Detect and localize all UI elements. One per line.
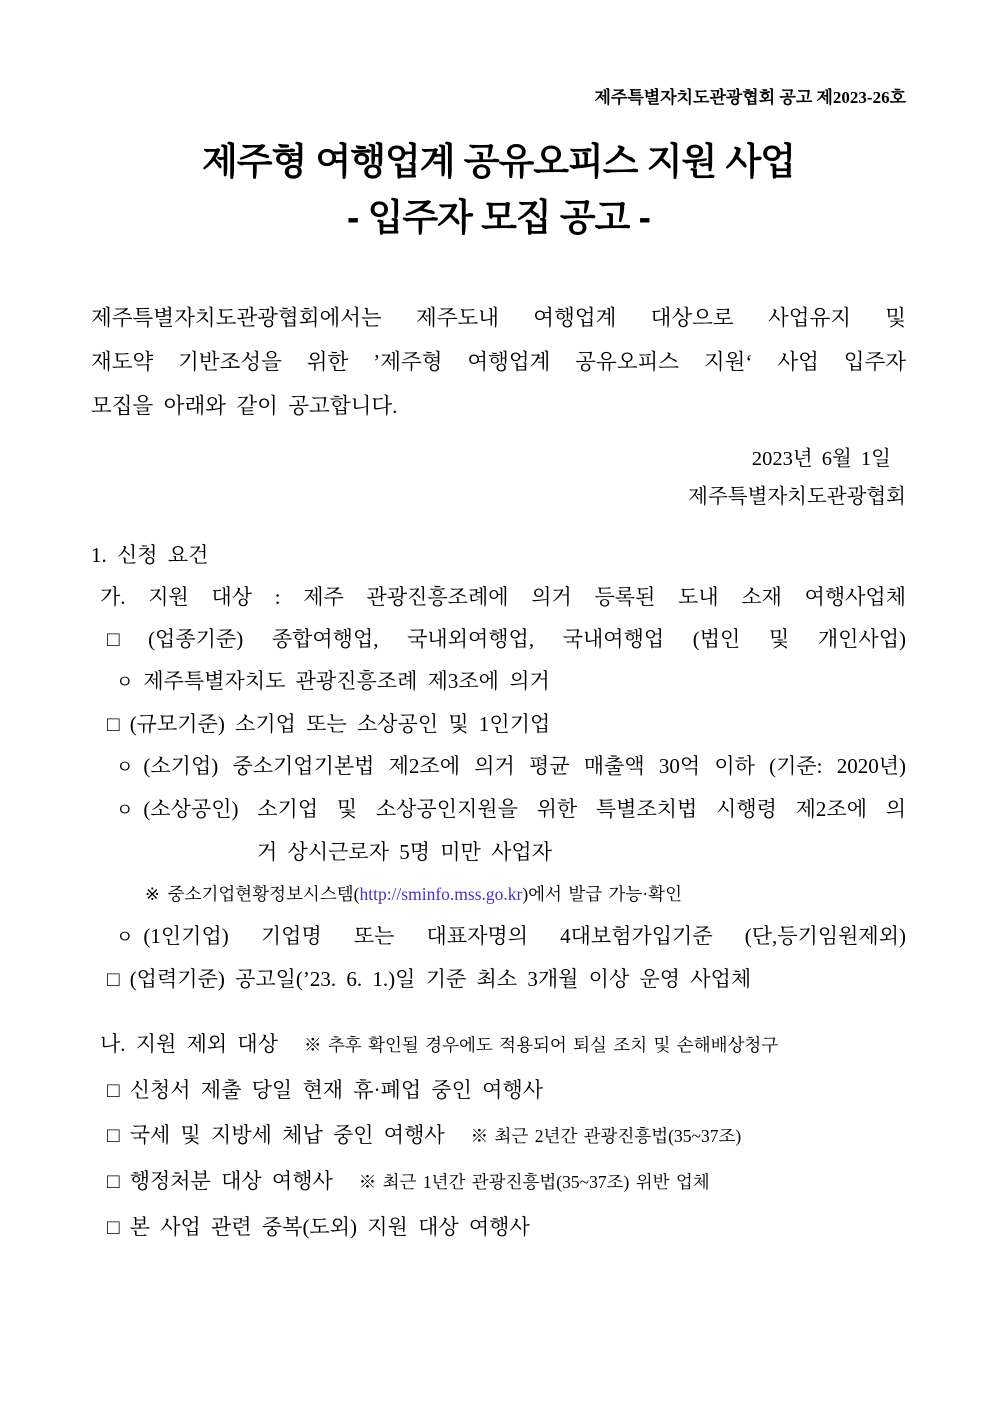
sminfo-reference-note bbox=[91, 873, 906, 915]
page-title bbox=[91, 134, 906, 246]
list-item-admin-action bbox=[91, 1159, 906, 1205]
list-item-jeju-ordinance bbox=[91, 660, 906, 703]
page-title-line2: - 입주자 모집 공고 - bbox=[347, 197, 650, 238]
list-item-text: 국세 및 지방세 체납 중인 여행사 bbox=[129, 1123, 445, 1147]
section-2-heading: 나. 지원 제외 대상 bbox=[100, 1032, 279, 1056]
section-1-heading: 1. 신청 요건 bbox=[91, 543, 209, 567]
section-2 bbox=[91, 1022, 906, 1250]
bullet-circle-icon: ㅇ bbox=[116, 927, 134, 947]
bullet-square-icon: □ bbox=[107, 712, 120, 736]
list-item-text: (소기업) 중소기업기본법 제2조에 의거 평균 매출액 30억 이하 (기준: 2020년) bbox=[143, 754, 906, 778]
list-item-note: ※ 최근 2년간 관광진흥법(35~37조) bbox=[470, 1126, 742, 1146]
page-title-line1: 제주형 여행업계 공유오피스 지원 사업 bbox=[202, 141, 795, 182]
list-item-text: 행정처분 대상 여행사 bbox=[129, 1169, 333, 1193]
intro-paragraph bbox=[91, 296, 906, 428]
sminfo-note-suffix: )에서 발급 가능·확인 bbox=[522, 884, 682, 904]
list-item-text: (1인기업) 기업명 또는 대표자명의 4대보험가입기준 (단,등기임원제외) bbox=[143, 924, 906, 948]
list-item-sogieop bbox=[91, 745, 906, 788]
list-item-oneperson bbox=[91, 915, 906, 958]
intro-line-3: 모집을 아래와 같이 공고합니다. bbox=[91, 394, 398, 418]
list-item-text: (업종기준) 종합여행업, 국내외여행업, 국내여행업 (법인 및 개인사업) bbox=[148, 627, 906, 651]
bullet-square-icon: □ bbox=[107, 1123, 120, 1147]
doc-number: 제주특별자치도관광협회 공고 제2023-26호 bbox=[594, 88, 906, 107]
list-item-upryeok bbox=[91, 958, 906, 1000]
section-1-ga-heading: 가. 지원 대상 : 제주 관광진흥조례에 의거 등록된 도내 소재 여행사업체 bbox=[100, 585, 906, 609]
section-2-heading-note: ※ 추후 확인될 경우에도 적용되어 퇴실 조치 및 손해배상청구 bbox=[304, 1035, 779, 1055]
list-item-text: 신청서 제출 당일 현재 휴·폐업 중인 여행사 bbox=[129, 1078, 544, 1102]
list-item-text: (소상공인) 소기업 및 소상공인지원을 위한 특별조치법 시행령 제2조에 의 bbox=[143, 797, 906, 821]
list-item-sosanggongin-line2: 거 상시근로자 5명 미만 사업자 bbox=[257, 840, 552, 864]
bullet-square-icon: □ bbox=[107, 967, 120, 991]
section-2-heading-row bbox=[91, 1022, 906, 1068]
signature-block bbox=[91, 440, 906, 516]
list-item-closed-biz bbox=[91, 1068, 906, 1113]
list-item-text: 제주특별자치도 관광진흥조례 제3조에 의거 bbox=[143, 669, 550, 693]
reference-mark-icon: ※ bbox=[145, 884, 160, 904]
bullet-square-icon: □ bbox=[107, 627, 139, 651]
bullet-square-icon: □ bbox=[107, 1169, 120, 1193]
list-item-text: 본 사업 관련 중복(도외) 지원 대상 여행사 bbox=[129, 1215, 530, 1239]
bullet-square-icon: □ bbox=[107, 1078, 120, 1102]
bullet-square-icon: □ bbox=[107, 1215, 120, 1239]
list-item-upjong bbox=[91, 618, 906, 660]
sminfo-url-link[interactable]: http://sminfo.mss.go.kr bbox=[359, 884, 523, 904]
list-item-duplicate-support bbox=[91, 1205, 906, 1250]
list-item-text: (규모기준) 소기업 또는 소상공인 및 1인기업 bbox=[129, 712, 551, 736]
list-item-note: ※ 최근 1년간 관광진흥법(35~37조) 위반 업체 bbox=[358, 1172, 710, 1192]
org-name: 제주특별자치도관광협회 bbox=[688, 486, 906, 508]
sminfo-note-prefix: 중소기업현황정보시스템( bbox=[167, 884, 360, 904]
bullet-circle-icon: ㅇ bbox=[116, 757, 134, 777]
intro-line-2: 재도약 기반조성을 위한 ’제주형 여행업계 공유오피스 지원‘ 사업 입주자 bbox=[91, 350, 906, 374]
bullet-circle-icon: ㅇ bbox=[116, 672, 134, 692]
list-item-tax-arrears bbox=[91, 1113, 906, 1159]
announce-date: 2023년 6월 1일 bbox=[751, 448, 891, 470]
intro-line-1: 제주특별자치도관광협회에서는 제주도내 여행업계 대상으로 사업유지 및 bbox=[91, 306, 906, 330]
list-item-sosanggongin-line1 bbox=[91, 788, 906, 831]
bullet-circle-icon: ㅇ bbox=[116, 800, 134, 820]
list-item-gyumo bbox=[91, 703, 906, 745]
list-item-text: (업력기준) 공고일(’23. 6. 1.)일 기준 최소 3개월 이상 운영 사업체 bbox=[129, 967, 752, 991]
